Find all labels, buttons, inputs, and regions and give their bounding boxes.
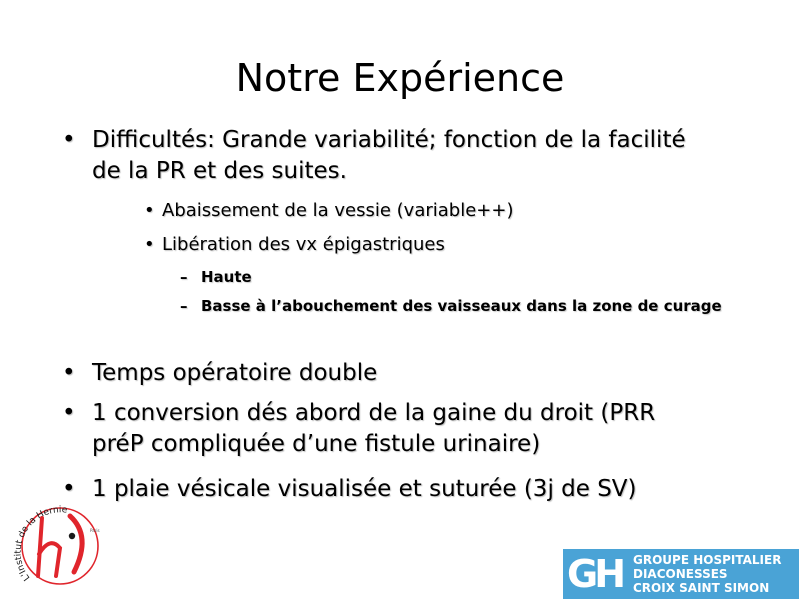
dash-icon: – bbox=[180, 268, 188, 286]
institut-hernie-ring-text: L'Institut de la Hernie bbox=[13, 505, 68, 583]
sub-list-item-text: Libération des vx épigastriques bbox=[162, 234, 445, 255]
bullet-icon: • bbox=[62, 476, 76, 502]
sub-list-item-text: Abaissement de la vessie (variable++) bbox=[162, 200, 514, 221]
list-item bbox=[62, 398, 656, 429]
list-item-text: préP compliquée d’une fistule urinaire) bbox=[92, 431, 541, 457]
sub-sub-list-item-text: Basse à l’abouchement des vaisseaux dans la zone de curage bbox=[201, 297, 722, 315]
bullet-icon: • bbox=[62, 127, 76, 153]
bullet-icon: • bbox=[62, 400, 76, 426]
list-item-text: 1 conversion dés abord de la gaine du droit (PRR bbox=[92, 400, 656, 426]
sub-list-item bbox=[144, 233, 445, 257]
sub-list-item bbox=[144, 199, 514, 223]
bullet-icon: • bbox=[144, 200, 155, 221]
groupe-hospitalier-text bbox=[633, 553, 797, 595]
institut-hernie-small-text: Paris bbox=[90, 528, 100, 533]
slide-title: Notre Expérience bbox=[235, 56, 565, 100]
list-item-continuation bbox=[92, 429, 540, 460]
list-item-text: Temps opératoire double bbox=[92, 360, 378, 386]
list-item bbox=[62, 474, 637, 505]
gh-logo-mark: GH bbox=[567, 552, 622, 596]
bullet-icon: • bbox=[144, 234, 155, 255]
institut-hernie-logo-mark bbox=[8, 498, 108, 593]
list-item-text: 1 plaie vésicale visualisée et suturée (3j de SV) bbox=[92, 476, 637, 502]
institut-hernie-logo bbox=[8, 498, 108, 593]
logo-line: CROIX SAINT SIMON bbox=[633, 581, 770, 595]
dash-icon: – bbox=[180, 297, 188, 315]
list-item bbox=[62, 358, 378, 389]
sub-sub-list-item bbox=[180, 296, 722, 316]
list-item-text: de la PR et des suites. bbox=[92, 158, 347, 184]
list-item bbox=[62, 125, 686, 156]
list-item-text: Difficultés: Grande variabilité; fonction de la facilité bbox=[92, 127, 686, 153]
list-item-continuation bbox=[92, 156, 347, 187]
logo-line: DIACONESSES bbox=[633, 567, 728, 581]
logo-line: GROUPE HOSPITALIER bbox=[633, 553, 782, 567]
sub-sub-list-item bbox=[180, 267, 252, 287]
bullet-icon: • bbox=[62, 360, 76, 386]
sub-sub-list-item-text: Haute bbox=[201, 268, 252, 286]
groupe-hospitalier-logo bbox=[563, 549, 799, 599]
